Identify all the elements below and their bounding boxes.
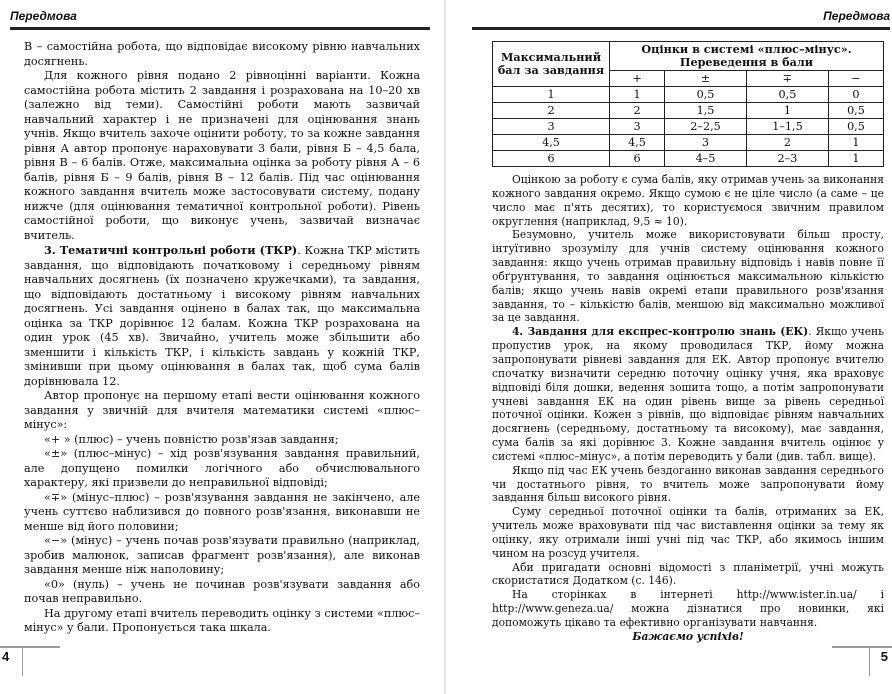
- table-row: [493, 103, 884, 119]
- body-text: [24, 40, 420, 636]
- paragraph-text: «−» (мінус) – учень почав розв'язувати правильно (наприклад, зробив малюнок, записав фрагмент розв'язання), але виконав завдання менше ніж наполовину;: [24, 534, 420, 576]
- table-cell: 0,5: [746, 87, 828, 103]
- paragraph: [492, 173, 884, 228]
- plus-minus-group-header: Оцінки в системі «плюс–мінус». Переведення в бали: [610, 42, 884, 71]
- max-score-header: Максимальний бал за завдання: [493, 42, 610, 87]
- table-body: [493, 87, 884, 167]
- table-cell: 3: [665, 135, 747, 151]
- table-cell: 3: [610, 119, 665, 135]
- paragraph-text: «±» (плюс–мінус) – хід розв'язування завдання правильний, але допущено помилки логічного або обчислювального характеру, які призвели до неправильної відповіді;: [24, 447, 420, 489]
- table-cell: 0,5: [828, 103, 883, 119]
- paragraph-text: «0» (нуль) – учень не починав розв'язувати завдання або почав неправильно.: [24, 577, 420, 605]
- running-header-text: Передмова: [10, 9, 77, 23]
- paragraph: [24, 69, 420, 243]
- paragraph-text: . Якщо учень пропустив урок, на якому проводилася ТКР, йому можна запропонувати рівневі завдання для ЕК. Автор пропонує вчителю спочатку визначити середню поточну оцінку учня, яка враховує відповіді біля дошки, ведення зошита тощо, а потім запропонувати учневі завдання ЕК на один рівень вище за рівень середньої поточної оцінки. Кожен з рівнів, що відповідає рівням навчальних досягнень (середньому, достатньому та високому), має завдання, сума балів за які дорівнює 3. Кожне завдання вчитель оцінює у системі «плюс–мінус», а потім переводить у бали (див. табл. вище).: [492, 325, 885, 463]
- table-row: [493, 119, 884, 135]
- table-cell: 6: [610, 151, 665, 167]
- table-cell: 4–5: [665, 151, 747, 167]
- paragraph: [24, 40, 420, 69]
- paragraph-text: Аби пригадати основні відомості з планіметрії, учні можуть скористатися Додатком (с. 146).: [492, 560, 884, 588]
- table-cell: 2–2,5: [665, 119, 747, 135]
- paragraph-text: Оцінкою за роботу є сума балів, яку отримав учень за виконання кожного завдання окремо. Якщо сумою є не ціле число (а саме – це число має п'ять десятих), то користуємося звичним правилом округлення (наприклад, 9,5 ≈ 10).: [492, 173, 884, 228]
- header-rule: [10, 27, 430, 30]
- paragraph-text: Бажаємо успіхів!: [632, 629, 744, 643]
- table-row: [493, 87, 884, 103]
- sign-header: ±: [665, 71, 747, 87]
- running-header-text: Передмова: [823, 9, 890, 23]
- paragraph-text: Якщо під час ЕК учень бездоганно виконав завдання середнього чи достатнього рівня, то вчитель може запропонувати йому завдання більш високого рівня.: [492, 463, 884, 505]
- table-cell: 2–3: [746, 151, 828, 167]
- paragraph: [24, 491, 420, 535]
- sign-header: −: [828, 71, 883, 87]
- paragraph: [24, 243, 420, 389]
- table-cell: 1: [828, 135, 883, 151]
- table-cell: 3: [493, 119, 610, 135]
- paragraph-text: В – самостійна робота, що відповідає високому рівню навчальних досягнень.: [24, 40, 420, 68]
- paragraph-text: Безумовно, учитель може використовувати більш просту, інтуїтивно зрозумілу для учнів систему оцінювання кожного завдання: якщо учень отримав правильну відповідь і навів повне її обґрунтування, то завдання оцінюється максимальною кількістю балів; якщо учень навів окремі етапи правильного розв'язання завдання, то – кількістю балів, меншою від максимально можливої за це завдання.: [492, 228, 884, 325]
- sign-header: ∓: [746, 71, 828, 87]
- table-cell: 1: [610, 87, 665, 103]
- table-row: [493, 135, 884, 151]
- table-row: [493, 151, 884, 167]
- sign-header: +: [610, 71, 665, 87]
- page-number: 5: [880, 649, 888, 664]
- header-rule: [472, 27, 890, 30]
- paragraph-text: Автор пропонує на першому етапі вести оцінювання кожного завдання у звичній для вчителя математики системі «плюс–мінус»:: [24, 389, 420, 431]
- paragraph: [492, 505, 884, 560]
- table-cell: 1: [746, 103, 828, 119]
- paragraph: [24, 607, 420, 636]
- section-heading: 3. Тематичні контрольні роботи (ТКР): [44, 243, 298, 257]
- paragraph: [492, 228, 884, 325]
- paragraph: [24, 447, 420, 491]
- paragraph: [492, 464, 884, 506]
- table-cell: 0,5: [828, 119, 883, 135]
- paragraph-text: «+ » (плюс) – учень повністю розв'язав завдання;: [44, 432, 339, 446]
- running-header: [472, 6, 890, 30]
- table-cell: 2: [746, 135, 828, 151]
- running-header: [10, 6, 430, 30]
- table-cell: 0,5: [665, 87, 747, 103]
- paragraph-text: На сторінках в інтернеті http://www.ister.in.ua/ і http://www.geneza.ua/ можна дізнатися про новинки, які допоможуть цікаво та ефективно організувати навчання.: [492, 588, 884, 629]
- section-heading: 4. Завдання для експрес-контролю знань (ЕК): [512, 325, 809, 339]
- table-cell: 1–1,5: [746, 119, 828, 135]
- paragraph-text: На другому етапі вчитель переводить оцінку з системи «плюс–мінус» у бали. Пропонується така шкала.: [24, 606, 420, 634]
- paragraph-text: «∓» (мінус–плюс) – розв'язування завдання не закінчено, але учень суттєво наблизився до повного розв'язання, виконавши не менше від його половини;: [24, 490, 420, 533]
- grade-conversion-table: [492, 41, 884, 167]
- paragraph: [24, 389, 420, 433]
- paragraph: [492, 325, 884, 463]
- table-cell: 1: [493, 87, 610, 103]
- table-cell: 4,5: [610, 135, 665, 151]
- paragraph-text: . Кожна ТКР містить завдання, що відповідають початковому і середньому рівням навчальних досягнень (їх позначено кружечками), та завдання, що відповідають достатньому і високому рівням навчальних досягнень. Усі завдання оцінено в балах так, що максимальна оцінка за ТКР дорівнює 12 балам. Кожна ТКР розрахована на один урок (45 хв). Звичайно, учитель може збільшити або зменшити і кількість ТКР, і кількість завдань у кожній ТКР, змінивши при цьому оцінювання в балах так, щоб сума балів дорівнювала 12.: [24, 244, 421, 388]
- body-text: [492, 173, 884, 644]
- table-cell: 1,5: [665, 103, 747, 119]
- paragraph: [24, 534, 420, 578]
- paragraph: [492, 630, 884, 644]
- paragraph: [24, 578, 420, 607]
- table-cell: 2: [493, 103, 610, 119]
- table-cell: 4,5: [493, 135, 610, 151]
- paragraph-text: Для кожного рівня подано 2 рівноцінні варіанти. Кожна самостійна робота містить 2 завдання і розрахована на 10–20 хв (залежно від теми). Самостійні роботи мають зазвичай навчальний характер і не призначені для оцінювання знань учнів. Якщо вчитель захоче оцінити роботу, то за кожне завдання рівня А автор пропонує нараховувати 3 бали, рівня Б – 4,5 бала, рівня В – 6 балів. Отже, максимальна оцінка за роботу рівня А – 6 балів, рівня Б – 9 балів, рівня В – 12 балів. Під час оцінювання кожного завдання вчитель може застосовувати систему, подану нижче (для оцінювання тематичної контрольної роботи). Рівень самостійної роботи, що виконує учень, зазвичай визначає вчитель.: [24, 69, 420, 242]
- table-cell: 6: [493, 151, 610, 167]
- paragraph-text: Суму середньої поточної оцінки та балів, отриманих за ЕК, учитель може враховувати під час виставлення оцінки за тему як оцінку, яку отримали інші учні під час ТКР, або якимось іншим чином на розсуд учителя.: [492, 505, 884, 560]
- page-number: 4: [2, 649, 10, 664]
- table-cell: 0: [828, 87, 883, 103]
- table-cell: 2: [610, 103, 665, 119]
- paragraph: [492, 561, 884, 589]
- table-cell: 1: [828, 151, 883, 167]
- paragraph: [492, 588, 884, 630]
- paragraph: [24, 433, 420, 448]
